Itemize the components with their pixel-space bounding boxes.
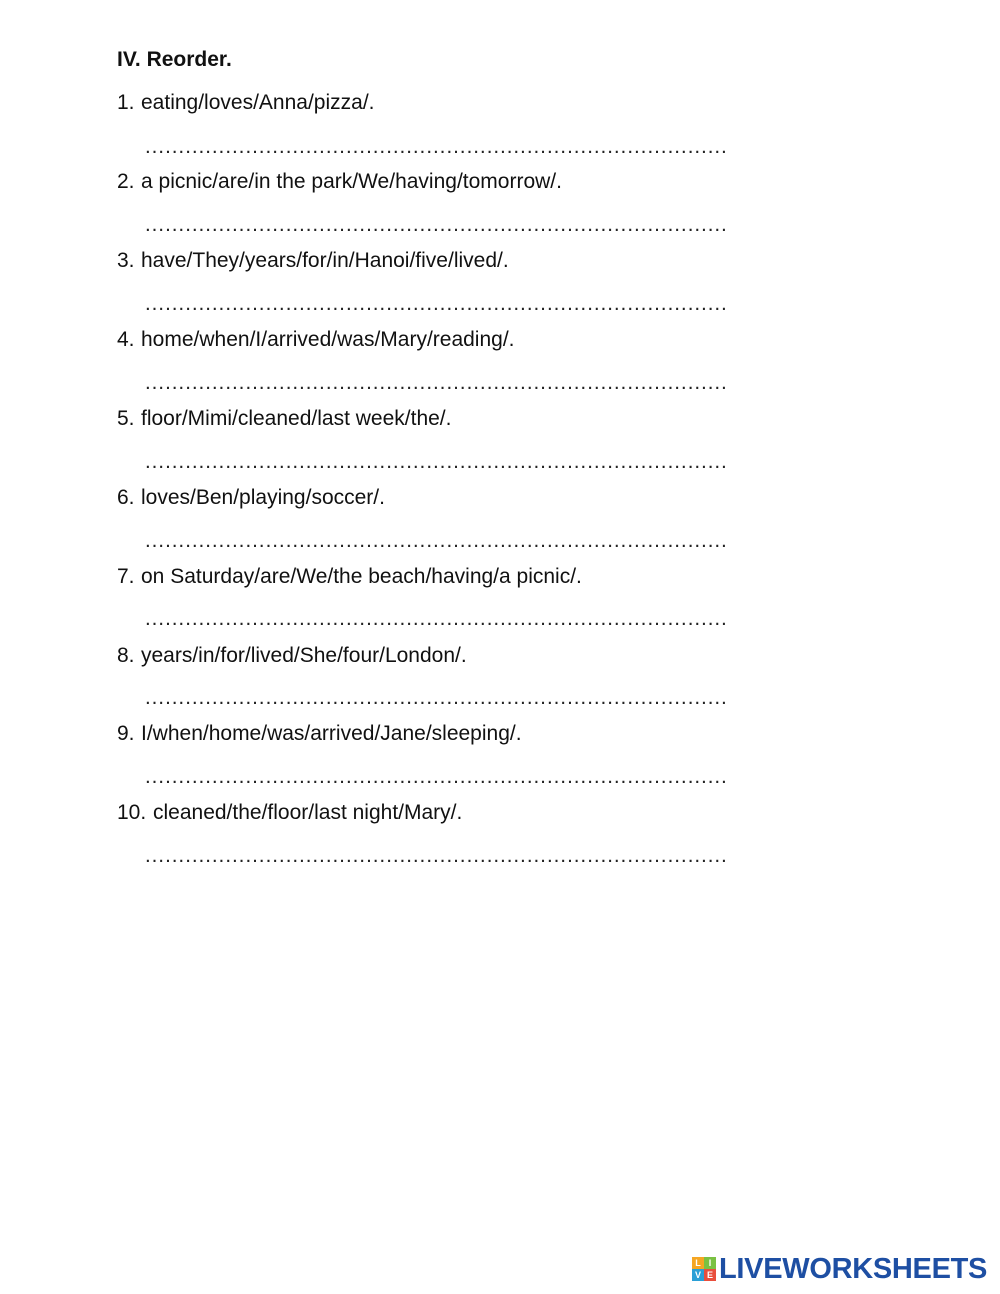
answer-line-7[interactable]: …………………………………………………………………………… [144,608,727,630]
logo-mark-tile: L [692,1257,704,1269]
question-number: 1. [117,91,135,114]
answer-line-3[interactable]: …………………………………………………………………………… [144,293,727,315]
question-prompt: have/They/years/for/in/Hanoi/five/lived/. [141,249,509,272]
question-number: 2. [117,170,135,193]
question-number: 7. [117,565,135,588]
answer-line-2[interactable]: …………………………………………………………………………… [144,214,727,236]
logo-mark-tile: I [704,1257,716,1269]
question-prompt: floor/Mimi/cleaned/last week/the/. [141,407,452,430]
question-prompt: eating/loves/Anna/pizza/. [141,91,375,114]
question-number: 5. [117,407,135,430]
answer-line-4[interactable]: …………………………………………………………………………… [144,372,727,394]
question-3 [117,248,509,274]
question-6 [117,485,385,511]
question-number: 8. [117,644,135,667]
question-number: 3. [117,249,135,272]
answer-line-1[interactable]: …………………………………………………………………………… [144,136,727,158]
logo-mark-tile: E [704,1269,716,1281]
question-prompt: I/when/home/was/arrived/Jane/sleeping/. [141,722,522,745]
answer-line-8[interactable]: …………………………………………………………………………… [144,687,727,709]
answer-line-9[interactable]: …………………………………………………………………………… [144,766,727,788]
liveworksheets-logo[interactable] [692,1252,987,1286]
question-4 [117,327,515,353]
question-10 [117,800,462,826]
question-number: 6. [117,486,135,509]
question-prompt: years/in/for/lived/She/four/London/. [141,644,467,667]
question-9 [117,721,522,747]
question-prompt: on Saturday/are/We/the beach/having/a picnic/. [141,565,582,588]
question-prompt: cleaned/the/floor/last night/Mary/. [153,801,463,824]
answer-line-10[interactable]: …………………………………………………………………………… [144,845,727,867]
question-prompt: a picnic/are/in the park/We/having/tomorrow/. [141,170,562,193]
question-number: 4. [117,328,135,351]
question-prompt: home/when/I/arrived/was/Mary/reading/. [141,328,515,351]
question-7 [117,564,582,590]
section-heading: IV. Reorder. [117,48,232,71]
answer-line-6[interactable]: …………………………………………………………………………… [144,530,727,552]
answer-line-5[interactable]: …………………………………………………………………………… [144,451,727,473]
question-2 [117,169,562,195]
question-8 [117,643,467,669]
question-prompt: loves/Ben/playing/soccer/. [141,486,385,509]
question-number: 10. [117,801,147,824]
question-5 [117,406,451,432]
logo-mark-tile: V [692,1269,704,1281]
question-number: 9. [117,722,135,745]
logo-wordmark: LIVEWORKSHEETS [719,1253,988,1285]
question-1 [117,90,374,116]
liveworksheets-logo-icon [692,1257,716,1281]
